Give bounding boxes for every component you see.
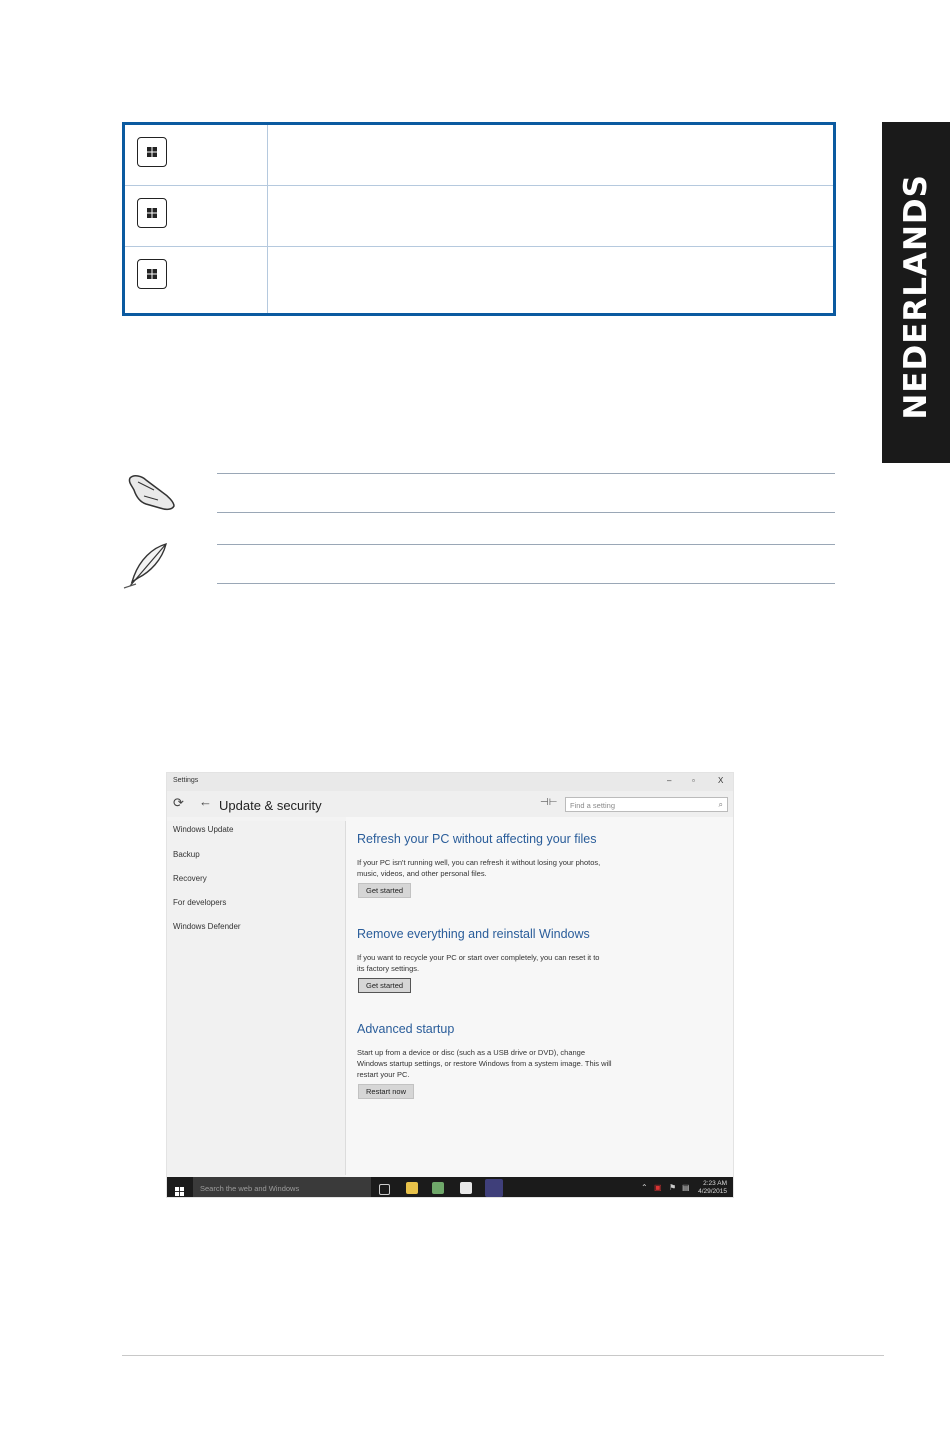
task-view-icon[interactable] [379, 1184, 390, 1195]
footer-rule [122, 1355, 884, 1356]
reset-get-started-button[interactable]: Get started [358, 978, 411, 993]
taskbar [167, 1177, 733, 1198]
taskbar-search-box[interactable] [193, 1177, 371, 1198]
shortcut-key-cell [125, 247, 268, 313]
app-icon[interactable] [460, 1182, 472, 1194]
start-button-icon[interactable] [175, 1183, 184, 1198]
restart-now-button[interactable]: Restart now [358, 1084, 414, 1099]
taskbar-time: 2:23 AM [703, 1180, 727, 1187]
sidebar-item-backup[interactable]: Backup [173, 850, 200, 859]
windows-key-icon [137, 259, 167, 289]
taskbar-date: 4/29/2015 [698, 1188, 727, 1195]
minimize-icon[interactable]: – [667, 776, 672, 785]
refresh-pc-description: If your PC isn't running well, you can refresh it without losing your photos, music, videos, and other personal files. [357, 858, 601, 878]
shortcut-key-cell [125, 125, 268, 185]
note-rule-bottom [217, 583, 835, 584]
tray-network-icon[interactable]: ▣ [654, 1183, 662, 1192]
shortcut-key-cell [125, 186, 268, 246]
back-arrow-icon[interactable]: ← [199, 794, 212, 809]
search-placeholder: Find a setting [570, 801, 616, 810]
refresh-get-started-button[interactable]: Get started [358, 883, 411, 898]
tray-message-icon[interactable]: ▤ [682, 1183, 690, 1192]
pin-icon[interactable]: ⊣⊢ [540, 797, 558, 808]
tray-chevron-icon[interactable]: ⌃ [641, 1183, 648, 1192]
reset-pc-heading: Remove everything and reinstall Windows [357, 927, 590, 941]
window-title: Settings [173, 777, 199, 784]
sidebar-item-recovery[interactable]: Recovery [173, 874, 207, 883]
reset-pc-description: If you want to recycle your PC or start over completely, you can reset it to its factory settings. [357, 953, 600, 973]
language-side-tab [882, 122, 950, 463]
restore-icon[interactable]: ▫ [692, 776, 695, 785]
windows-key-icon [137, 137, 167, 167]
settings-taskbar-icon[interactable] [485, 1179, 503, 1197]
refresh-icon[interactable]: ⟳ [173, 795, 184, 810]
sidebar-item-windows-defender[interactable]: Windows Defender [173, 922, 241, 931]
page-title: Update & security [219, 798, 322, 813]
note-rule-top [217, 544, 835, 545]
feather-pen-icon [122, 542, 174, 597]
sidebar-item-for-developers[interactable]: For developers [173, 898, 227, 907]
shortcut-table [122, 122, 836, 316]
tray-flag-icon[interactable]: ⚑ [669, 1183, 677, 1192]
windows-key-icon [137, 198, 167, 228]
sidebar-item-windows-update[interactable]: Windows Update [173, 825, 234, 834]
advanced-startup-heading: Advanced startup [357, 1022, 455, 1036]
window-titlebar [167, 773, 733, 791]
shortcut-row [125, 186, 833, 247]
hand-pointer-icon [124, 470, 180, 517]
search-icon: ⌕ [718, 800, 723, 809]
taskbar-search-placeholder: Search the web and Windows [200, 1184, 300, 1193]
shortcut-row [125, 247, 833, 313]
taskbar-clock[interactable] [698, 1180, 727, 1196]
store-icon[interactable] [432, 1182, 444, 1194]
shortcut-row [125, 125, 833, 186]
advanced-startup-description: Start up from a device or disc (such as a USB drive or DVD), change Windows startup settings, or restore Windows from a system image. This will restart your PC. [357, 1048, 612, 1079]
refresh-pc-heading: Refresh your PC without affecting your files [357, 832, 597, 846]
note-rule-top [217, 473, 835, 474]
file-explorer-icon[interactable] [406, 1182, 418, 1194]
find-setting-input[interactable] [565, 797, 728, 812]
settings-screenshot [166, 772, 734, 1198]
close-icon[interactable]: X [718, 776, 724, 785]
recovery-content [346, 817, 734, 1177]
language-label: NEDERLANDS [898, 174, 934, 420]
note-rule-bottom [217, 512, 835, 513]
settings-sidebar [167, 821, 345, 1175]
